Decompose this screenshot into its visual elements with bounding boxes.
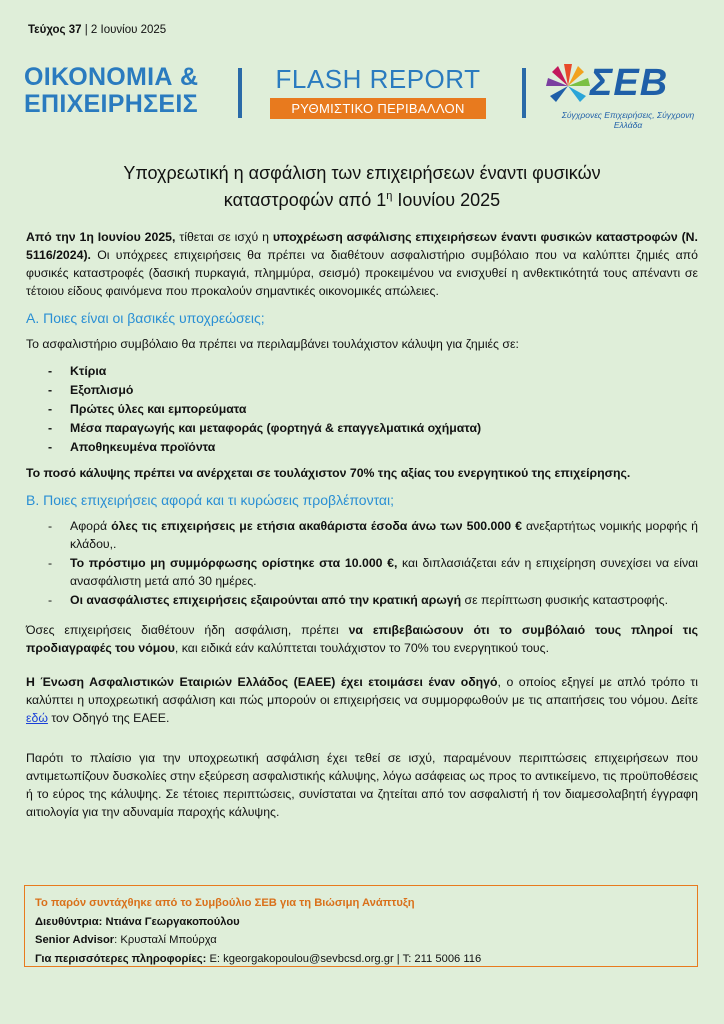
section-title-line2: ΕΠΙΧΕΙΡΗΣΕΙΣ [24, 90, 198, 118]
item-text: και διπλασιάζεται εάν η επιχείρηση συνεχίσει να είναι ανασφάλιστη μετά από 30 ημέρες. [70, 556, 698, 588]
section-a-list [26, 362, 698, 456]
section-b-heading: Β. Ποιες επιχειρήσεις αφορά και τι κυρώσεις προβλέπονται; [26, 492, 395, 508]
footer-director [35, 913, 687, 932]
advisor-label: Senior Advisor [35, 934, 115, 946]
title-superscript: η [386, 190, 393, 202]
section-a-closing [26, 464, 698, 482]
list-item: - Οι ανασφάλιστες επιχειρήσεις εξαιρούνται από την κρατική αρωγή σε περίπτωση φυσικής καταστροφής. [48, 593, 668, 607]
intro-paragraph [26, 228, 698, 300]
item-text: ανεξαρτήτως νομικής μορφής ή κλάδου,. [70, 519, 698, 551]
section-a-heading: Α. Ποιες είναι οι βασικές υποχρεώσεις; [26, 310, 265, 326]
list-item-text: Εξοπλισμό [70, 383, 134, 397]
existing-insurance-paragraph [26, 621, 698, 657]
coverage-requirement: Το ποσό κάλυψης πρέπει να ανέρχεται σε τουλάχιστον 70% της αξίας του ενεργητικού της επιχείρησης. [26, 466, 631, 480]
list-item: - Το πρόστιμο μη συμμόρφωσης ορίστηκε στα 10.000 €, και διπλασιάζεται εάν η επιχείρηση συνεχίσει να είναι ανασφάλιστη μετά από 30 ημέρες. [48, 556, 698, 588]
para-text: Όσες επιχειρήσεις διαθέτουν ήδη ασφάλιση, πρέπει [26, 623, 349, 637]
section-title [24, 64, 198, 118]
intro-text-2: Οι υπόχρεες επιχειρήσεις θα πρέπει να διαθέτουν ασφαλιστήριο συμβόλαιο που να καλύπτει ζημιές από φυσικές καταστροφές (δασική πυρκαγιά, πλημμύρα, σεισμό) προκειμένου να ενισχυθεί η ανθεκτικότητά τους απέναντι σε τέτοιου είδους φαινόμενα που προκαλούν σημαντικές οικονομικές απώλειες. [26, 248, 698, 298]
issue-number: Τεύχος 37 [28, 24, 82, 36]
contact-value: E: kgeorgakopoulou@sevbcsd.org.gr | T: 211 5006 116 [206, 952, 482, 965]
sev-logo-text: ΣΕΒ [590, 62, 669, 104]
guide-paragraph [26, 673, 698, 727]
list-item-text: Κτίρια [70, 364, 107, 378]
difficulties-paragraph: Παρότι το πλαίσιο για την υποχρεωτική ασφάλιση έχει τεθεί σε ισχύ, παραμένουν περιπτώσεις επιχειρήσεων που αντιμετωπίζουν δυσκολίες στην εξεύρεση ασφαλιστικής κάλυψης, λόγω ασάφειας ως προς το αντικείμενο, τις προϋποθέσεις ή το εύρος της κάλυψης. Σε τέτοιες περιπτώσεις, συνίσταται να ζητείται από τον ασφαλιστή ή τον διαμεσολαβητή έγγραφη αιτιολογία για την αδυναμία παροχής κάλυψης. [26, 751, 698, 819]
para-bold: να επιβεβαιώσουν ότι το συμβόλαιό τους πληροί τις προδιαγραφές του νόμου [26, 623, 699, 655]
document-title [60, 162, 664, 212]
item-text: Αφορά [70, 519, 112, 533]
list-item: - Αφορά όλες τις επιχειρήσεις με ετήσια ακαθάριστα έσοδα άνω των 500.000 € ανεξαρτήτως νομικής μορφής ή κλάδου,. [48, 519, 698, 551]
intro-text-1: τίθεται σε ισχύ η [175, 230, 273, 244]
document-title-line2 [60, 185, 664, 212]
director-text: Διευθύντρια: Ντιάνα Γεωργακοπούλου [35, 915, 240, 928]
item-bold: Το πρόστιμο μη συμμόρφωσης ορίστηκε στα 10.000 €, [70, 556, 398, 570]
section-b-list [26, 517, 698, 609]
footer-author: Το παρόν συντάχθηκε από το Συμβούλιο ΣΕΒ για τη Βιώσιμη Ανάπτυξη [35, 897, 415, 909]
intro-obligation: υποχρέωση ασφάλισης επιχειρήσεων έναντι φυσικών καταστροφών (Ν. 5116/2024). [26, 230, 698, 262]
header-divider-left [238, 68, 242, 118]
list-item-text: Αποθηκευμένα προϊόντα [70, 440, 216, 454]
list-item-text: Πρώτες ύλες και εμπορεύματα [70, 402, 247, 416]
flash-report-title: FLASH REPORT [275, 64, 481, 94]
item-bold: όλες τις επιχειρήσεις με ετήσια ακαθάριστα έσοδα άνω των 500.000 € [111, 519, 522, 533]
list-item: - Κτίρια [48, 364, 107, 378]
flash-report-subtitle: ΡΥΘΜΙΣΤΙΚΟ ΠΕΡΙΒΑΛΛΟΝ [270, 98, 486, 119]
issue-separator: | [81, 24, 91, 36]
section-a-lead: Το ασφαλιστήριο συμβόλαιο θα πρέπει να περιλαμβάνει τουλάχιστον κάλυψη για ζημιές σε: [26, 337, 519, 351]
footer-box [24, 885, 698, 967]
guide-link[interactable]: εδώ [26, 711, 48, 725]
footer-advisor [35, 931, 687, 950]
para-text: , ο οποίος εξηγεί με απλό τρόπο τι καλύπτει η υποχρεωτική ασφάλιση και πώς μπορούν οι επιχειρήσεις να συμμορφωθούν με τις απαιτήσεις του νόμου. Δείτε [26, 675, 699, 707]
flash-report-block [270, 64, 486, 119]
title-line2-text: καταστροφών από 1 [223, 190, 387, 210]
list-item: - Εξοπλισμό [48, 383, 134, 397]
list-item: - Μέσα παραγωγής και μεταφοράς (φορτηγά & επαγγελματικά οχήματα) [48, 421, 482, 435]
header-divider-right [522, 68, 526, 118]
issue-date: 2 Ιουνίου 2025 [90, 24, 167, 36]
contact-label: Για περισσότερες πληροφορίες: [35, 952, 207, 965]
title-line2-end: Ιουνίου 2025 [392, 190, 501, 210]
issue-line [28, 24, 166, 36]
list-item: - Πρώτες ύλες και εμπορεύματα [48, 402, 247, 416]
footer-contact [35, 950, 687, 969]
document-body [26, 228, 698, 830]
para-text: , και ειδικά εάν καλύπτεται τουλάχιστον το 70% του ενεργητικού τους. [174, 641, 549, 655]
sev-logo-tagline: Σύγχρονες Επιχειρήσεις, Σύγχρονη Ελλάδα [561, 110, 695, 130]
document-title-line1: Υποχρεωτική η ασφάλιση των επιχειρήσεων έναντι φυσικών [123, 163, 601, 183]
para-bold: Η Ένωση Ασφαλιστικών Εταιριών Ελλάδος (ΕΑΕΕ) έχει ετοιμάσει έναν οδηγό [26, 675, 498, 689]
section-title-line1: ΟΙΚΟΝΟΜΙΑ & [24, 63, 199, 91]
item-bold: Οι ανασφάλιστες επιχειρήσεις εξαιρούνται από την κρατική αρωγή [70, 593, 462, 607]
intro-date: Από την 1η Ιουνίου 2025, [26, 230, 176, 244]
list-item: - Αποθηκευμένα προϊόντα [48, 440, 216, 454]
list-item-text: Μέσα παραγωγής και μεταφοράς (φορτηγά & επαγγελματικά οχήματα) [70, 421, 482, 435]
item-text: σε περίπτωση φυσικής καταστροφής. [461, 593, 668, 607]
advisor-name: : Κρυσταλί Μπούρχα [114, 934, 217, 946]
para-text: τον Οδηγό της ΕΑΕΕ. [47, 711, 170, 725]
